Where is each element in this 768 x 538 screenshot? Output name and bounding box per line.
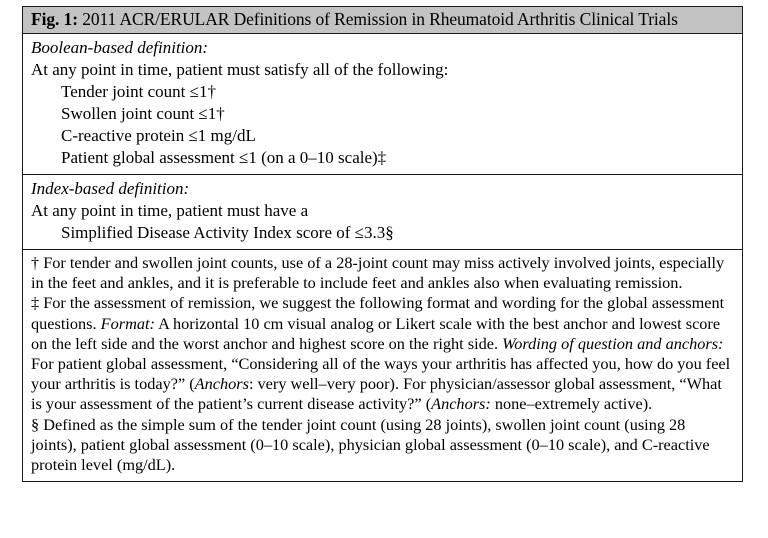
footnote-double-dagger-part3: For patient global assessment, “Considering all of the ways your arthritis has affected you, how do you feel your arthritis is today?” ( <box>31 354 731 394</box>
boolean-criterion-c-reactive-protein: C-reactive protein ≤1 mg/dL <box>61 126 256 145</box>
figure-title <box>78 9 678 29</box>
footnote-double-dagger-part1: ‡ For the assessment of remission, we suggest the following format and wording for the global assessment questions. <box>31 293 725 333</box>
boolean-definition-title: Boolean-based definition: <box>31 38 209 57</box>
footnote-double-dagger-part2: A horizontal 10 cm visual analog or Likert scale with the best anchor and lowest score on the left side and the worst anchor and highest score on the right side. <box>31 313 721 353</box>
footnote-double-dagger-part4: : very well–very poor). For physician/assessor global assessment, “What is your assessment of the patient’s current disease activity?” ( <box>31 374 722 414</box>
index-definition-section <box>23 174 742 249</box>
figure-title-text: 2011 ACR/ERULAR Definitions of Remission in Rheumatoid Arthritis Clinical Trials <box>82 9 678 29</box>
boolean-criterion-tender-joint-count: Tender joint count ≤1† <box>61 82 216 101</box>
footnote-dagger: † For tender and swollen joint counts, use of a 28-joint count may miss actively involved joints, especially in the feet and ankles, and it is preferable to include feet and ankles also when evaluating remission. <box>31 253 725 293</box>
boolean-definition-lead: At any point in time, patient must satisfy all of the following: <box>31 60 449 79</box>
boolean-definition-section <box>23 34 742 174</box>
figure-number-label: Fig. 1: <box>31 9 78 29</box>
footnote-double-dagger <box>31 293 732 414</box>
footnote-section-sign: § Defined as the simple sum of the tender joint count (using 28 joints), swollen joint count (using 28 joints), patient global assessment (0–10 scale), physician global assessment (0–10 scale), and C-reactive protein level (mg/dL). <box>31 414 710 475</box>
index-definition-lead: At any point in time, patient must have a <box>31 201 309 220</box>
footnote-format-label: Format: <box>100 313 155 333</box>
index-criterion-sdai-score: Simplified Disease Activity Index score of ≤3.3§ <box>61 223 394 242</box>
boolean-criterion-patient-global-assessment: Patient global assessment ≤1 (on a 0–10 scale)‡ <box>61 148 387 167</box>
footnote-double-dagger-part5: none–extremely active). <box>490 394 653 414</box>
figure-box <box>22 6 743 482</box>
index-definition-title: Index-based definition: <box>31 179 190 198</box>
footnotes-section <box>23 249 742 481</box>
footnote-anchors-label-physician: Anchors: <box>431 394 491 414</box>
footnote-anchors-label-patient: Anchors <box>194 374 249 394</box>
figure-header <box>23 7 742 34</box>
footnote-wording-label: Wording of question and anchors: <box>502 333 724 353</box>
boolean-criterion-swollen-joint-count: Swollen joint count ≤1† <box>61 104 225 123</box>
